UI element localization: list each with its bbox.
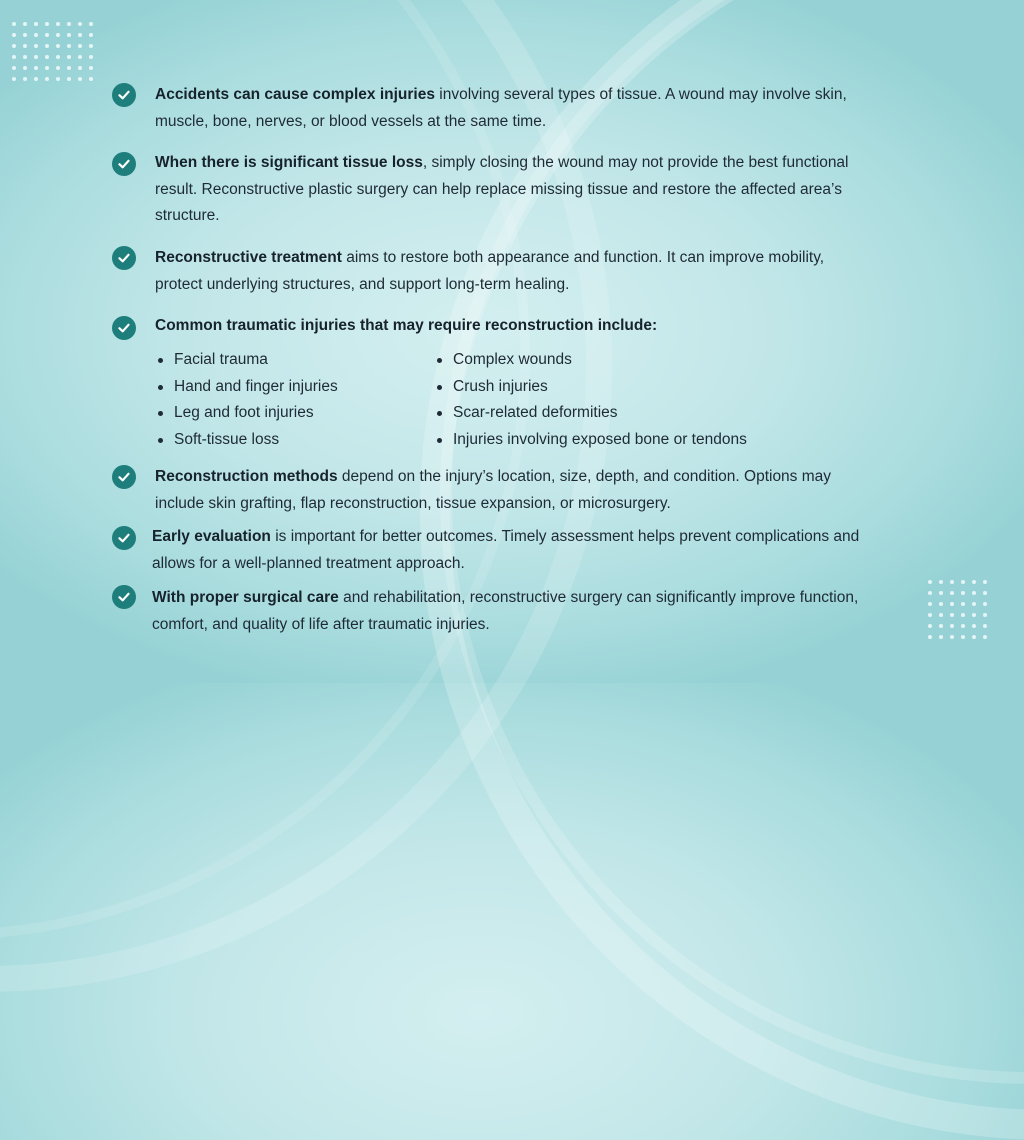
dot bbox=[928, 580, 932, 584]
dot bbox=[56, 55, 60, 59]
dot bbox=[983, 580, 987, 584]
dot bbox=[12, 22, 16, 26]
dot bbox=[23, 77, 27, 81]
dot bbox=[89, 66, 93, 70]
dot bbox=[45, 66, 49, 70]
check-circle-icon bbox=[112, 465, 136, 489]
dot bbox=[12, 77, 16, 81]
dot bbox=[78, 44, 82, 48]
dot bbox=[939, 613, 943, 617]
check-circle-icon bbox=[112, 316, 136, 340]
item-text: Early evaluation is important for better outcomes. Timely assessment helps prevent complications and allows for a well-planned treatment approach. bbox=[152, 528, 860, 572]
item-text: Common traumatic injuries that may require reconstruction include: bbox=[155, 317, 658, 334]
injury-item: Hand and finger injuries bbox=[158, 374, 518, 401]
dot bbox=[972, 591, 976, 595]
dot bbox=[56, 66, 60, 70]
dot bbox=[928, 591, 932, 595]
injury-item: Crush injuries bbox=[437, 374, 797, 401]
dot bbox=[939, 602, 943, 606]
check-circle-icon bbox=[112, 246, 136, 270]
dot bbox=[78, 22, 82, 26]
dot bbox=[56, 22, 60, 26]
dot bbox=[983, 624, 987, 628]
dot bbox=[950, 591, 954, 595]
injury-item: Complex wounds bbox=[437, 347, 797, 374]
dot bbox=[67, 55, 71, 59]
dot bbox=[950, 602, 954, 606]
dot bbox=[78, 33, 82, 37]
dot bbox=[34, 33, 38, 37]
dot bbox=[23, 44, 27, 48]
dot bbox=[939, 635, 943, 639]
item-text: Reconstructive treatment aims to restore both appearance and function. It can improve mobility, protect underlying structures, and support long-term healing. bbox=[155, 249, 825, 293]
dot bbox=[34, 66, 38, 70]
dot bbox=[961, 602, 965, 606]
item-text: Accidents can cause complex injuries involving several types of tissue. A wound may involve skin, muscle, bone, nerves, or blood vessels at the same time. bbox=[155, 86, 847, 130]
item-text: With proper surgical care and rehabilitation, reconstructive surgery can significantly improve function, comfort, and quality of life after traumatic injuries. bbox=[152, 589, 859, 633]
dot bbox=[972, 580, 976, 584]
injury-item: Scar-related deformities bbox=[437, 400, 797, 427]
dot bbox=[89, 22, 93, 26]
injury-item: Facial trauma bbox=[158, 347, 518, 374]
check-circle-icon bbox=[112, 526, 136, 550]
dot bbox=[78, 55, 82, 59]
dot bbox=[961, 580, 965, 584]
dot bbox=[972, 624, 976, 628]
dot bbox=[950, 580, 954, 584]
dot bbox=[45, 55, 49, 59]
dot bbox=[56, 77, 60, 81]
dot bbox=[961, 635, 965, 639]
dot bbox=[983, 613, 987, 617]
dot bbox=[89, 33, 93, 37]
dot bbox=[950, 624, 954, 628]
dot bbox=[928, 613, 932, 617]
dot bbox=[67, 44, 71, 48]
dot bbox=[89, 55, 93, 59]
dot bbox=[972, 613, 976, 617]
dot bbox=[56, 44, 60, 48]
dot bbox=[950, 635, 954, 639]
dot bbox=[45, 77, 49, 81]
dot bbox=[45, 33, 49, 37]
dot bbox=[89, 44, 93, 48]
dot bbox=[78, 77, 82, 81]
dot bbox=[939, 624, 943, 628]
check-circle-icon bbox=[112, 152, 136, 176]
dot-pattern-bottom-right bbox=[928, 580, 987, 639]
dot bbox=[961, 613, 965, 617]
dot bbox=[961, 591, 965, 595]
dot bbox=[972, 635, 976, 639]
dot bbox=[34, 22, 38, 26]
injury-item: Soft-tissue loss bbox=[158, 427, 518, 454]
dot bbox=[45, 22, 49, 26]
check-circle-icon bbox=[112, 83, 136, 107]
dot bbox=[23, 55, 27, 59]
dot bbox=[939, 591, 943, 595]
dot bbox=[67, 33, 71, 37]
dot bbox=[67, 77, 71, 81]
dot bbox=[56, 33, 60, 37]
dot bbox=[23, 22, 27, 26]
dot bbox=[928, 635, 932, 639]
dot bbox=[983, 591, 987, 595]
dot bbox=[67, 66, 71, 70]
injury-item: Leg and foot injuries bbox=[158, 400, 518, 427]
dot bbox=[78, 66, 82, 70]
dot bbox=[34, 55, 38, 59]
dot bbox=[34, 44, 38, 48]
dot bbox=[972, 602, 976, 606]
dot bbox=[12, 33, 16, 37]
dot bbox=[928, 602, 932, 606]
dot bbox=[12, 55, 16, 59]
dot bbox=[67, 22, 71, 26]
dot bbox=[939, 580, 943, 584]
dot bbox=[12, 66, 16, 70]
item-text: Reconstruction methods depend on the injury’s location, size, depth, and condition. Options may include skin grafting, flap reconstruction, tissue expansion, or microsurgery. bbox=[155, 468, 832, 512]
dot bbox=[23, 66, 27, 70]
dot bbox=[928, 624, 932, 628]
dot bbox=[34, 77, 38, 81]
dot-pattern-top-left bbox=[12, 22, 93, 81]
dot bbox=[961, 624, 965, 628]
dot bbox=[983, 602, 987, 606]
dot bbox=[950, 613, 954, 617]
check-circle-icon bbox=[112, 585, 136, 609]
dot bbox=[45, 44, 49, 48]
dot bbox=[983, 635, 987, 639]
dot bbox=[89, 77, 93, 81]
dot bbox=[23, 33, 27, 37]
dot bbox=[12, 44, 16, 48]
item-text: When there is significant tissue loss, simply closing the wound may not provide the best functional result. Reconstructive plastic surgery can help replace missing tissue and restore the affected area’s structure. bbox=[155, 154, 849, 224]
injury-item: Injuries involving exposed bone or tendons bbox=[437, 427, 797, 454]
